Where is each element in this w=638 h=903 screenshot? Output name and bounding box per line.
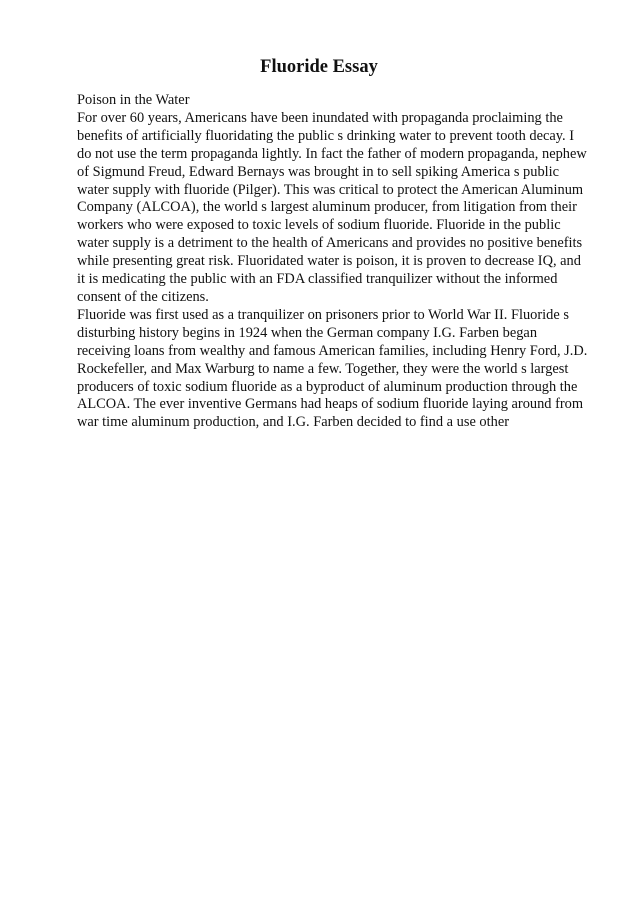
- text-line: Fluoride was first used as a tranquilizer on prisoners prior to World War II. Fluoride s: [77, 306, 569, 323]
- text-line: it is medicating the public with an FDA classified tranquilizer without the informed: [77, 271, 558, 288]
- text-line: receiving loans from wealthy and famous American families, including Henry Ford, J.D.: [77, 342, 588, 359]
- text-line: For over 60 years, Americans have been inundated with propaganda proclaiming the: [77, 109, 563, 126]
- text-line: water supply with fluoride (Pilger). This was critical to protect the American Aluminum: [77, 181, 584, 198]
- text-line: workers who were exposed to toxic levels of sodium fluoride. Fluoride in the public: [77, 217, 561, 234]
- text-line: do not use the term propaganda lightly. In fact the father of modern propaganda, nephew: [77, 145, 587, 162]
- text-line: water supply is a detriment to the health of Americans and provides no positive benefits: [77, 235, 583, 252]
- text-line: Poison in the Water: [77, 92, 190, 108]
- text-line: ALCOA. The ever inventive Germans had heaps of sodium fluoride laying around from: [77, 396, 584, 413]
- text-line: consent of the citizens.: [77, 288, 209, 305]
- text-line: disturbing history begins in 1924 when the German company I.G. Farben began: [77, 324, 538, 341]
- text-line: of Sigmund Freud, Edward Bernays was brought in to sell spiking America s public: [77, 163, 560, 180]
- document-body: [77, 92, 597, 432]
- text-line: war time aluminum production, and I.G. Farben decided to find a use other: [77, 414, 510, 431]
- text-line: Company (ALCOA), the world s largest aluminum producer, from litigation from their: [77, 199, 577, 216]
- text-line: Rockefeller, and Max Warburg to name a few. Together, they were the world s largest: [77, 360, 569, 377]
- document-title: Fluoride Essay: [260, 57, 378, 77]
- text-line: benefits of artificially fluoridating the public s drinking water to prevent tooth decay. I: [77, 127, 574, 144]
- text-line: while presenting great risk. Fluoridated water is poison, it is proven to decrease IQ, and: [77, 253, 581, 270]
- text-line: producers of toxic sodium fluoride as a byproduct of aluminum production through the: [77, 378, 578, 395]
